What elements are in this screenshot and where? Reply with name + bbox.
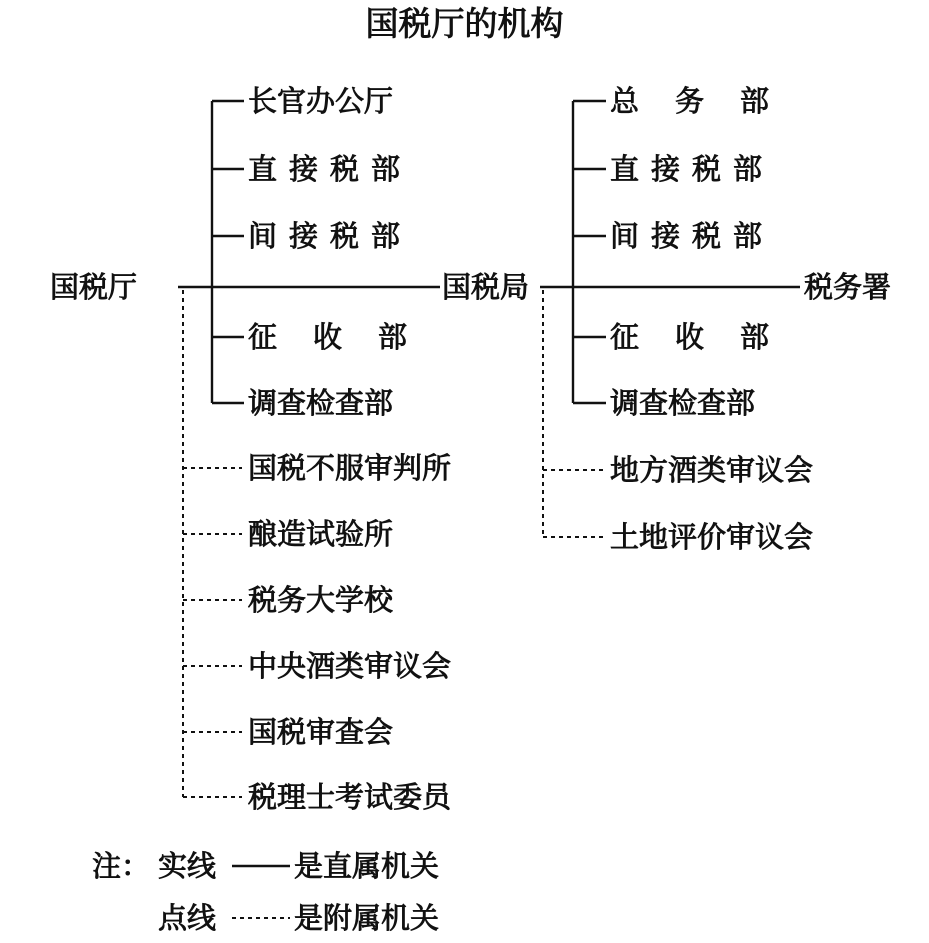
legend-solid-meaning: 是直属机关 [294,849,440,883]
agency-unit-direct-tax: 直接税部 [248,152,413,186]
bureau-unit-indirect-tax: 间接税部 [610,219,775,253]
agency-affiliate-tax-accountant-exam: 税理士考试委员 [248,780,452,814]
agency-affiliate-tax-college: 税务大学校 [248,583,394,617]
legend-dotted-meaning: 是附属机关 [294,901,440,935]
legend-note-prefix: 注： [92,849,151,883]
bureau-unit-direct-tax: 直接税部 [610,152,775,186]
bureau-unit-general-affairs: 总务部 [610,84,806,118]
node-national-tax-agency: 国税厅 [50,270,138,304]
agency-affiliate-tribunal: 国税不服审判所 [248,451,452,485]
agency-unit-commissioner-secretariat: 长官办公厅 [248,84,394,118]
bureau-unit-collection: 征收部 [610,320,806,354]
agency-unit-collection: 征收部 [248,320,444,354]
agency-unit-indirect-tax: 间接税部 [248,219,413,253]
chart-title: 国税厅的机构 [365,4,564,43]
agency-affiliate-central-liquor-council: 中央酒类审议会 [248,649,452,683]
dotted-lines [183,290,604,918]
bureau-affiliate-local-liquor-council: 地方酒类审议会 [610,453,814,487]
agency-affiliate-brewing-institute: 酿造试验所 [248,517,394,551]
bureau-unit-investigation: 调查检查部 [610,386,756,420]
agency-affiliate-review-council: 国税审查会 [248,715,394,749]
bureau-affiliate-land-valuation-council: 土地评价审议会 [610,520,814,554]
node-tax-office: 税务署 [804,270,892,304]
legend-solid-label: 实线 [158,849,217,883]
node-regional-tax-bureau: 国税局 [442,270,530,304]
agency-unit-investigation: 调查检查部 [248,386,394,420]
legend-dotted-label: 点线 [158,901,217,935]
